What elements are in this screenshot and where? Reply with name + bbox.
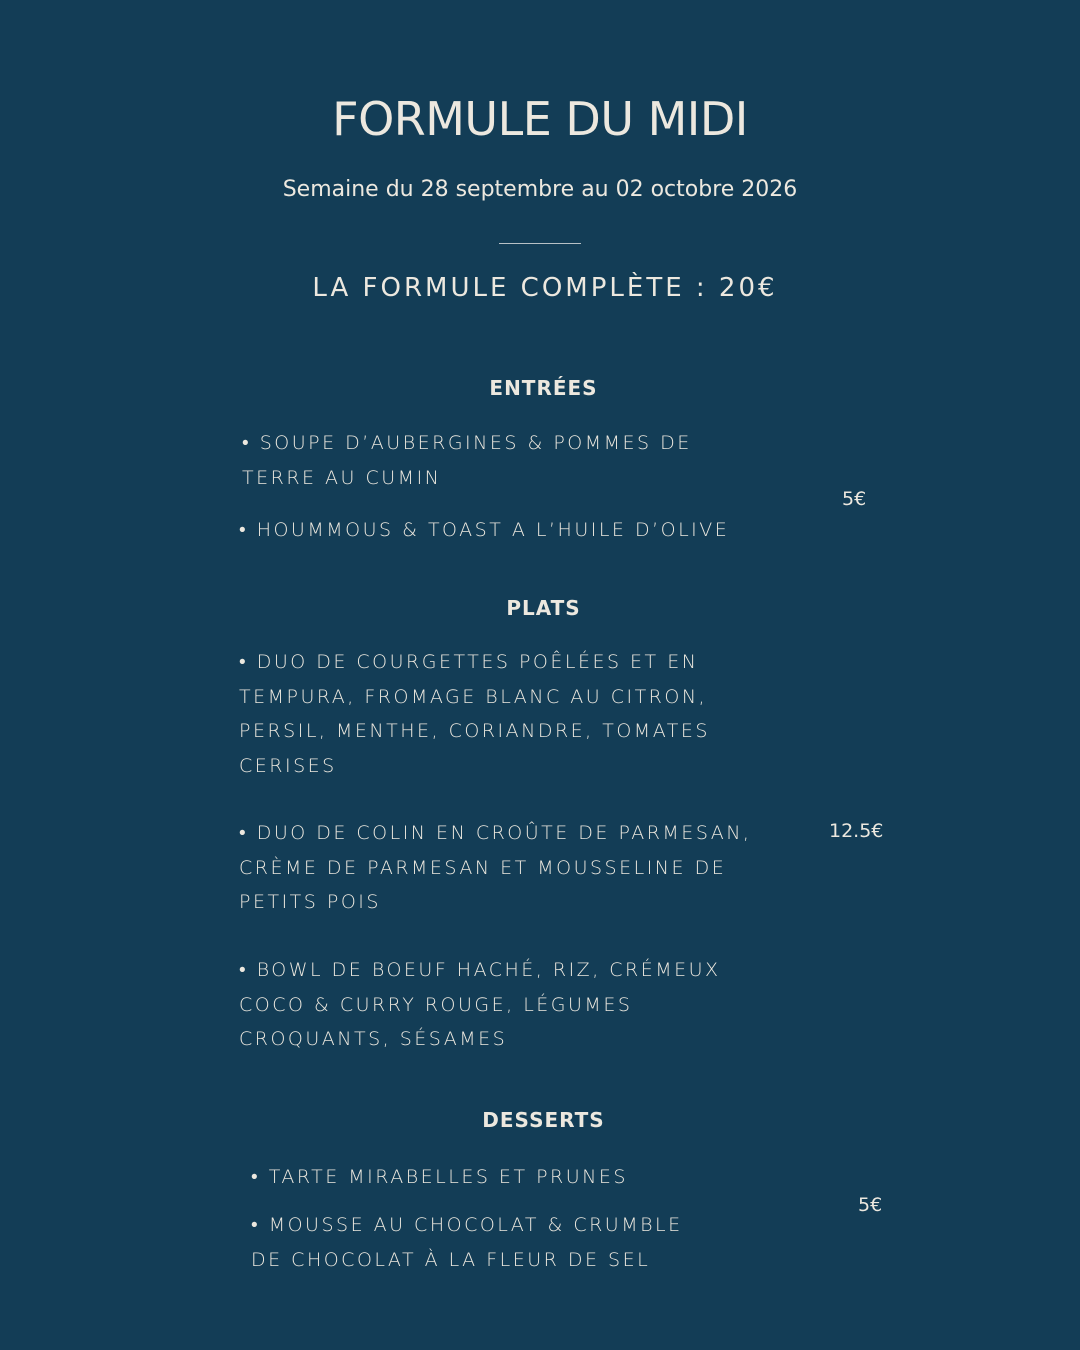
- menu-item-entree-2: • HOUMMOUS & TOAST A L’HUILE D’OLIVE: [239, 519, 730, 541]
- menu-item-plat-1: • DUO DE COURGETTES POÊLÉES ET EN TEMPURA, FROMAGE BLANC AU CITRON, PERSIL, MENTHE, CORIANDRE, TOMATES CERISES: [239, 651, 710, 778]
- price-entrees: 5€: [842, 488, 867, 510]
- menu-item-dessert-2: • MOUSSE AU CHOCOLAT & CRUMBLE DE CHOCOLAT À LA FLEUR DE SEL: [251, 1214, 683, 1271]
- menu-item-plat-3: • BOWL DE BOEUF HACHÉ, RIZ, CRÉMEUX COCO & CURRY ROUGE, LÉGUMES CROQUANTS, SÉSAMES: [239, 959, 721, 1051]
- week-subtitle: Semaine du 28 septembre au 02 octobre 2026: [282, 177, 798, 202]
- price-plats: 12.5€: [829, 820, 884, 842]
- menu-item-entree-1: • SOUPE D’AUBERGINES & POMMES DE TERRE AU CUMIN: [242, 432, 692, 489]
- price-desserts: 5€: [858, 1194, 883, 1216]
- section-title-entrees: ENTRÉES: [489, 376, 598, 400]
- section-title-plats: PLATS: [506, 596, 581, 620]
- section-title-desserts: DESSERTS: [482, 1108, 605, 1132]
- menu-item-plat-2: • DUO DE COLIN EN CROÛTE DE PARMESAN, CRÈME DE PARMESAN ET MOUSSELINE DE PETITS POIS: [239, 822, 752, 914]
- page-title: FORMULE DU MIDI: [332, 92, 748, 146]
- menu-item-dessert-1: • TARTE MIRABELLES ET PRUNES: [251, 1166, 628, 1188]
- divider-line: [499, 243, 581, 244]
- formule-price-heading: LA FORMULE COMPLÈTE : 20€: [312, 273, 778, 303]
